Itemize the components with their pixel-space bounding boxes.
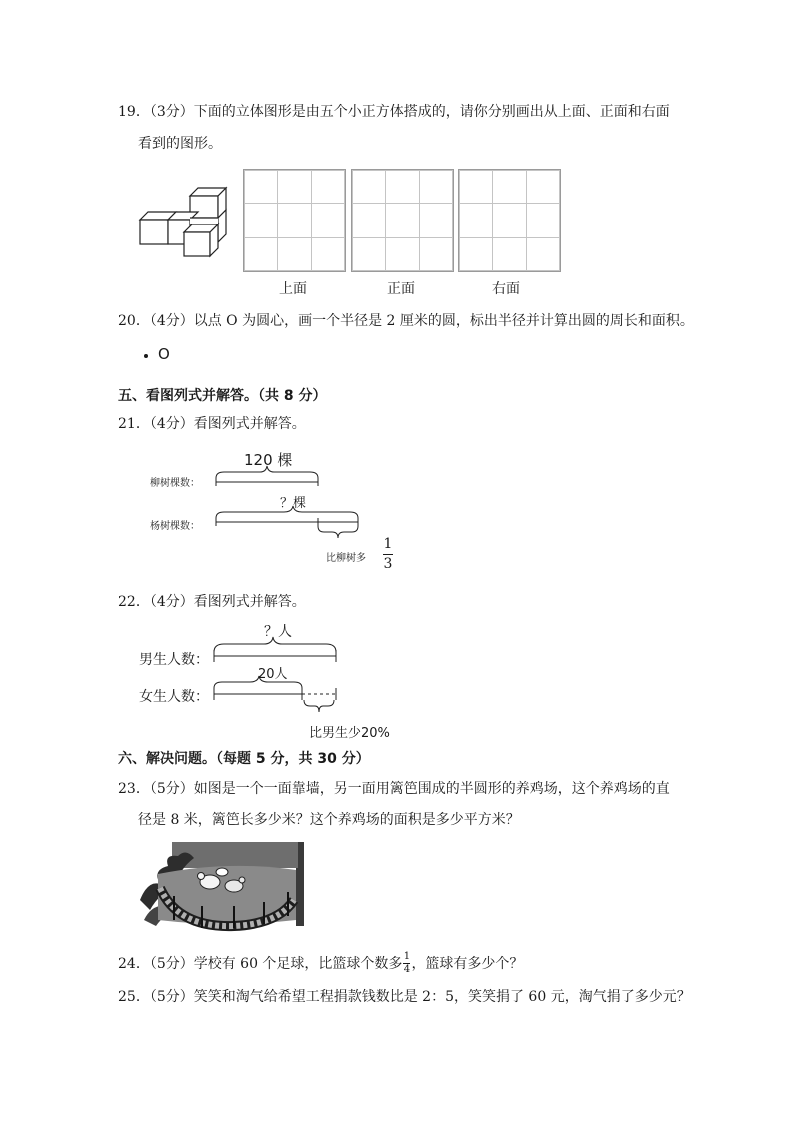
point-o-dot	[144, 354, 148, 358]
section5-title: 五、看图列式并解答。（共 8 分）	[118, 388, 327, 404]
q19-text-line1: 19．（3分）下面的立体图形是由五个小正方体搭成的，请你分别画出从上面、正面和右面	[118, 104, 670, 120]
q22-girls-label: 女生人数：	[139, 689, 209, 705]
q21-poplar-value: ？棵	[280, 496, 307, 511]
q22-note: 比男生少20%	[309, 726, 390, 741]
q21-note: 比柳树多	[326, 553, 366, 564]
section6-title: 六、解决问题。（每题 5 分，共 30 分）	[118, 751, 370, 767]
q23-text-line1: 23．（5分）如图是一个一面靠墙，另一面用篱笆围成的半圆形的养鸡场，这个养鸡场的直	[118, 781, 670, 797]
q21-frac-denominator: 3	[383, 556, 393, 572]
q22-text: 22．（4分）看图列式并解答。	[118, 594, 306, 610]
q21-fraction	[383, 537, 393, 572]
grid-top-view[interactable]	[243, 169, 346, 272]
q21-frac-bar	[383, 554, 393, 555]
q21-frac-numerator: 1	[383, 536, 393, 552]
q19-text-line2: 看到的图形。	[138, 136, 222, 152]
q24-frac-denominator: 4	[403, 964, 411, 975]
q21-poplar-label: 杨树棵数：	[150, 521, 200, 532]
q24-text	[118, 952, 523, 975]
grid-label-front: 正面	[387, 281, 415, 297]
q21-willow-label: 柳树棵数：	[150, 478, 200, 489]
q21-willow-value: 120 棵	[244, 451, 293, 469]
grid-label-right: 右面	[492, 281, 520, 297]
q24-text-before: 24．（5分）学校有 60 个足球，比篮球个数多	[118, 955, 403, 972]
q20-text: 20．（4分）以点 O 为圆心，画一个半径是 2 厘米的圆，标出半径并计算出圆的周长和面积。	[118, 313, 694, 329]
q24-fraction	[403, 952, 410, 975]
grid-front-view[interactable]	[351, 169, 454, 272]
q25-text: 25．（5分）笑笑和淘气给希望工程捐款钱数比是 2：5，笑笑捐了 60 元，淘气捐了多少元？	[118, 989, 691, 1005]
point-o-label: O	[158, 345, 170, 363]
q21-text: 21．（4分）看图列式并解答。	[118, 416, 306, 432]
cube-stack-figure	[138, 186, 230, 258]
grid-label-top: 上面	[279, 281, 307, 297]
q24-frac-numerator: 1	[403, 951, 411, 962]
q22-boys-label: 男生人数：	[139, 652, 209, 668]
q22-boys-value: ？人	[264, 624, 292, 640]
grid-right-view[interactable]	[458, 169, 561, 272]
chicken-yard-illustration	[138, 840, 306, 928]
q24-text-after: ，篮球有多少个？	[411, 955, 524, 972]
q22-girls-value: 20人	[258, 667, 288, 682]
q23-text-line2: 径是 8 米，篱笆长多少米？这个养鸡场的面积是多少平方米？	[138, 812, 520, 828]
